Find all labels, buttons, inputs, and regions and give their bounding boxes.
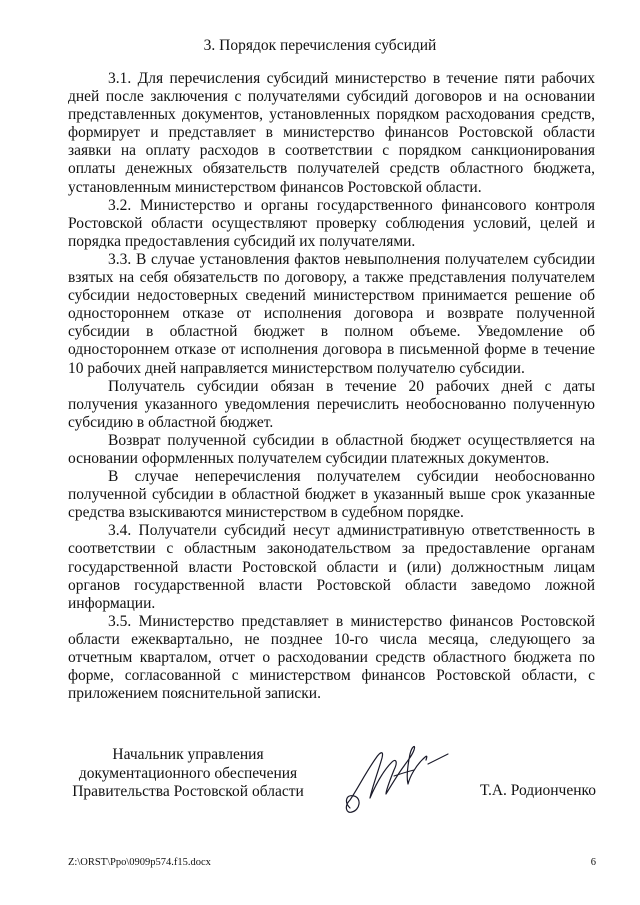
page-number: 6 xyxy=(590,857,596,868)
paragraph-refund-obligation: Получатель субсидии обязан в течение 20 рабочих дней с даты получения указанного уведомления перечислить необоснованно полученную субсидию в областной бюджет. xyxy=(68,377,595,431)
paragraph-refund-basis: Возврат полученной субсидии в областной бюджет осуществляется на основании оформленных получателем субсидии платежных документов. xyxy=(68,431,595,467)
paragraph-3-5: 3.5. Министерство представляет в министерство финансов Ростовской области ежеквартально, не позднее 10-го числа месяца, следующего за отчетным кварталом, отчет о расходовании средств областного бюджета по форме, согласованной с министерством финансов Ростовской области, с приложением пояснительной записки. xyxy=(68,612,595,703)
position-line: Правительства Ростовской области xyxy=(72,783,304,800)
section-heading: 3. Порядок перечисления субсидий xyxy=(203,37,437,54)
paragraph-3-4: 3.4. Получатели субсидий несут административную ответственность в соответствии с областным законодательством за предоставление органам государственной власти Ростовской области и (или) должностным лицам органов государственной власти Ростовской области заведомо ложной информации. xyxy=(68,522,595,612)
paragraph-3-2: 3.2. Министерство и органы государственного финансового контроля Ростовской области осуществляют проверку соблюдения условий, целей и порядка предоставления субсидий их получателями. xyxy=(68,196,595,250)
signatory-position xyxy=(68,746,308,802)
signatory-name: Т.А. Родионченко xyxy=(480,782,596,799)
paragraph-3-3: 3.3. В случае установления фактов невыполнения получателем субсидии взятых на себя обязательств по договору, а также представления получателем субсидии недостоверных сведений министерством принимается решение об одностороннем отказе от исполнения договора и возврате полученной субсидии в областной бюджет в полном объеме. Уведомление об одностороннем отказе от исполнения договора в письменной форме в течение 10 рабочих дней направляется министерством получателю субсидии. xyxy=(68,250,595,377)
footer-file-path: Z:\ORST\Ppo\0909p574.f15.docx xyxy=(68,857,211,868)
paragraph-3-1: 3.1. Для перечисления субсидий министерство в течение пяти рабочих дней после заключения с получателями субсидий договоров и на основании представленных документов, установленных порядком расходования средств, формирует и представляет в министерство финансов Ростовской области заявки на оплату расходов в соответствии с порядком санкционирования оплаты денежных обязательств получателей средств областного бюджета, установленным министерством финансов Ростовской области. xyxy=(68,70,595,196)
position-line: Начальник управления xyxy=(112,746,264,763)
position-line: документационного обеспечения xyxy=(78,764,298,782)
section-body xyxy=(68,70,595,703)
handwritten-signature xyxy=(336,736,456,816)
paragraph-court-recovery: В случае неперечисления получателем субсидии необоснованно полученной субсидии в областной бюджет в указанный выше срок указанные средства взыскиваются министерством в судебном порядке. xyxy=(68,468,595,522)
